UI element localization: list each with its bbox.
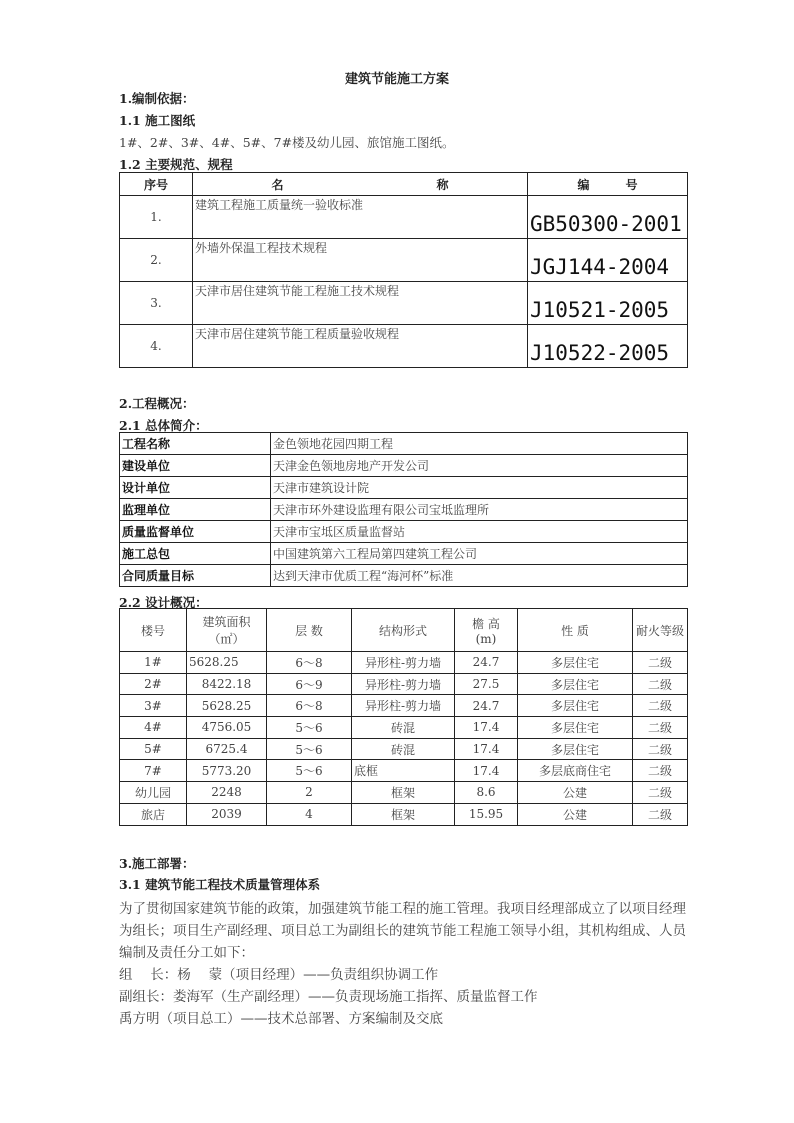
overview-key: 监理单位: [120, 499, 271, 521]
design-cell: 公建: [518, 803, 633, 825]
row-no: 3.: [120, 282, 193, 325]
design-cell: 17.4: [455, 738, 518, 760]
design-cell: 二级: [633, 717, 688, 739]
design-cell: 6～8: [267, 652, 352, 674]
header-height-unit: (m): [475, 631, 497, 646]
body-line: 为了贯彻国家建筑节能的政策，加强建筑节能工程的施工管理。我项目经理部成立了以项目经理: [119, 901, 686, 917]
table-row: [120, 239, 688, 282]
design-cell: 5628.25: [187, 652, 267, 674]
design-cell: 27.5: [455, 673, 518, 695]
design-cell: 框架: [352, 803, 455, 825]
design-cell: 4: [267, 803, 352, 825]
section-1-1-heading: 1.1 施工图纸: [119, 113, 196, 128]
row-name: 建筑工程施工质量统一验收标准: [193, 196, 528, 239]
design-cell: 多层底商住宅: [518, 760, 633, 782]
overview-key: 设计单位: [120, 477, 271, 499]
row-no: 1.: [120, 196, 193, 239]
design-row: [120, 738, 688, 760]
overview-row: [120, 521, 688, 543]
row-code: JGJ144-2004: [528, 239, 688, 282]
section-2-1-heading: 2.1 总体简介：: [119, 418, 208, 433]
design-cell: 24.7: [455, 695, 518, 717]
header-name: [193, 173, 528, 196]
design-row: [120, 652, 688, 674]
design-cell: 2: [267, 782, 352, 804]
design-cell: 17.4: [455, 760, 518, 782]
design-cell: 二级: [633, 782, 688, 804]
overview-value: 中国建筑第六工程局第四建筑工程公司: [271, 543, 688, 565]
design-cell: 二级: [633, 738, 688, 760]
section-3-1-heading: 3.1 建筑节能工程技术质量管理体系: [119, 877, 321, 892]
design-cell: 8422.18: [187, 673, 267, 695]
row-code: J10521-2005: [528, 282, 688, 325]
overview-value: 天津市宝坻区质量监督站: [271, 521, 688, 543]
overview-key: 合同质量目标: [120, 565, 271, 587]
design-cell: 旅店: [120, 803, 187, 825]
design-cell: 多层住宅: [518, 738, 633, 760]
design-cell: 异形柱-剪力墙: [352, 652, 455, 674]
overview-value: 天津市建筑设计院: [271, 477, 688, 499]
design-table: [119, 608, 688, 826]
section-1-heading: 1.编制依据：: [119, 91, 195, 106]
design-cell: 砖混: [352, 738, 455, 760]
overview-row: [120, 499, 688, 521]
standards-table: [119, 172, 688, 368]
body-line: 禹方明（项目总工）——技术总部署、方案编制及交底: [119, 1011, 443, 1027]
header-name-a: 名: [271, 177, 284, 192]
overview-row: [120, 477, 688, 499]
overview-key: 工程名称: [120, 433, 271, 455]
design-cell: 1#: [120, 652, 187, 674]
overview-value: 达到天津市优质工程“海河杯”标准: [271, 565, 688, 587]
row-code: J10522-2005: [528, 325, 688, 368]
design-cell: 砖混: [352, 717, 455, 739]
design-cell: 5～6: [267, 717, 352, 739]
design-row: [120, 695, 688, 717]
overview-key: 质量监督单位: [120, 521, 271, 543]
design-cell: 4756.05: [187, 717, 267, 739]
header-type: 性 质: [518, 609, 633, 652]
design-header-row: [120, 609, 688, 652]
design-cell: 公建: [518, 782, 633, 804]
row-name: 天津市居住建筑节能工程施工技术规程: [193, 282, 528, 325]
header-code-b: 号: [625, 177, 638, 192]
overview-row: [120, 543, 688, 565]
section-1-2-heading: 1.2 主要规范、规程: [119, 157, 233, 172]
design-cell: 2#: [120, 673, 187, 695]
design-cell: 多层住宅: [518, 673, 633, 695]
design-cell: 2039: [187, 803, 267, 825]
design-cell: 5～6: [267, 760, 352, 782]
body-line: 编制及责任分工如下：: [119, 945, 254, 961]
header-height: [455, 609, 518, 652]
section-2-heading: 2.工程概况：: [119, 396, 195, 411]
design-cell: 二级: [633, 652, 688, 674]
body-line: 组 长：杨 蒙（项目经理）——负责组织协调工作: [119, 967, 439, 983]
design-cell: 8.6: [455, 782, 518, 804]
design-cell: 5～6: [267, 738, 352, 760]
design-cell: 3#: [120, 695, 187, 717]
row-no: 2.: [120, 239, 193, 282]
design-cell: 多层住宅: [518, 652, 633, 674]
design-cell: 二级: [633, 673, 688, 695]
row-name: 天津市居住建筑节能工程质量验收规程: [193, 325, 528, 368]
table-header-row: [120, 173, 688, 196]
design-row: [120, 760, 688, 782]
body-line: 副组长：娄海军（生产副经理）——负责现场施工指挥、质量监督工作: [119, 989, 538, 1005]
overview-value: 天津市环外建设监理有限公司宝坻监理所: [271, 499, 688, 521]
design-cell: 底框: [352, 760, 455, 782]
design-cell: 17.4: [455, 717, 518, 739]
design-cell: 多层住宅: [518, 695, 633, 717]
body-line: 为组长；项目生产副经理、项目总工为副组长的建筑节能工程施工领导小组，其机构组成、人员: [119, 923, 686, 939]
section-2-2-heading: 2.2 设计概况：: [119, 595, 208, 610]
design-row: [120, 673, 688, 695]
table-row: [120, 196, 688, 239]
drawings-text: 1#、2#、3#、4#、5#、7#楼及幼儿园、旅馆施工图纸。: [119, 135, 455, 150]
design-row: [120, 803, 688, 825]
header-no: 序号: [120, 173, 193, 196]
design-cell: 异形柱-剪力墙: [352, 673, 455, 695]
design-row: [120, 717, 688, 739]
header-building: 楼号: [120, 609, 187, 652]
header-area: 建筑面积（㎡）: [187, 609, 267, 652]
design-cell: 幼儿园: [120, 782, 187, 804]
document-title: 建筑节能施工方案: [344, 72, 449, 87]
design-row: [120, 782, 688, 804]
header-floors: 层 数: [267, 609, 352, 652]
design-cell: 7#: [120, 760, 187, 782]
design-cell: 5628.25: [187, 695, 267, 717]
table-row: [120, 325, 688, 368]
overview-value: 天津金色领地房地产开发公司: [271, 455, 688, 477]
row-name: 外墙外保温工程技术规程: [193, 239, 528, 282]
design-cell: 框架: [352, 782, 455, 804]
design-cell: 4#: [120, 717, 187, 739]
header-name-b: 称: [436, 177, 449, 192]
row-no: 4.: [120, 325, 193, 368]
overview-row: [120, 433, 688, 455]
header-code-a: 编: [577, 177, 590, 192]
design-cell: 6～9: [267, 673, 352, 695]
overview-key: 建设单位: [120, 455, 271, 477]
table-row: [120, 282, 688, 325]
design-cell: 异形柱-剪力墙: [352, 695, 455, 717]
section-3-heading: 3.施工部署：: [119, 856, 195, 871]
design-cell: 6～8: [267, 695, 352, 717]
design-cell: 多层住宅: [518, 717, 633, 739]
header-height-label: 檐 高: [472, 616, 500, 631]
design-cell: 2248: [187, 782, 267, 804]
header-structure: 结构形式: [352, 609, 455, 652]
design-cell: 6725.4: [187, 738, 267, 760]
design-cell: 二级: [633, 760, 688, 782]
overview-key: 施工总包: [120, 543, 271, 565]
design-cell: 二级: [633, 695, 688, 717]
overview-row: [120, 455, 688, 477]
header-fire-rating: 耐火等级: [633, 609, 688, 652]
design-cell: 5773.20: [187, 760, 267, 782]
design-cell: 5#: [120, 738, 187, 760]
overview-row: [120, 565, 688, 587]
row-code: GB50300-2001: [528, 196, 688, 239]
design-cell: 24.7: [455, 652, 518, 674]
header-code: [528, 173, 688, 196]
design-cell: 二级: [633, 803, 688, 825]
overview-value: 金色领地花园四期工程: [271, 433, 688, 455]
design-cell: 15.95: [455, 803, 518, 825]
overview-table: [119, 432, 688, 587]
